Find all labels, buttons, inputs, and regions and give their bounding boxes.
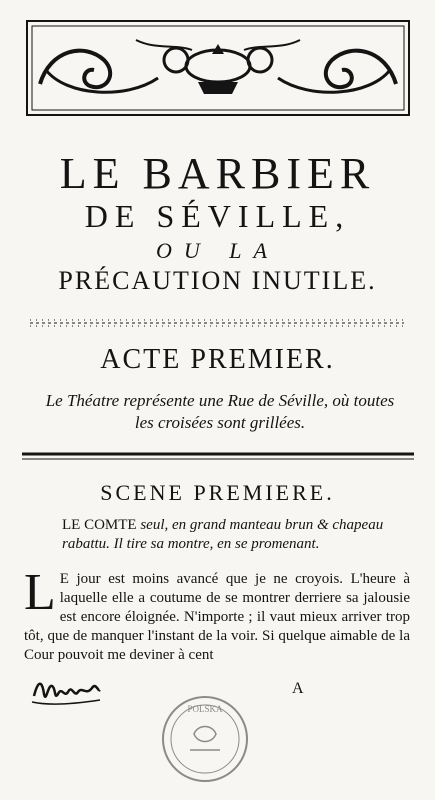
ornamental-separator	[30, 318, 404, 328]
title-line-2: DE SÉVILLE,	[84, 198, 351, 234]
svg-text:POLSKA: POLSKA	[187, 704, 223, 714]
drop-cap: L	[24, 564, 56, 621]
double-rule-divider	[22, 446, 414, 468]
handwritten-signature	[30, 670, 102, 710]
monologue	[24, 564, 410, 665]
character-direction: seul, en grand manteau brun & chapeau rabattu. Il tire sa montre, en se promenant.	[62, 517, 384, 552]
monologue-text: E jour est moins avancé que je ne croyois. L'heure à laquelle elle a coutume de se montrer derriere sa jalousie est encore éloignée. N'importe ; il vaut mieux arriver trop tôt, que de manquer l'instant de la voir. Si quelque aimable de la Cour pouvoit me deviner à cent	[24, 571, 410, 663]
scene-title: SCENE PREMIERE.	[100, 480, 335, 505]
title-line-4: PRÉCAUTION INUTILE.	[58, 266, 377, 295]
title-line-1: LE BARBIER	[59, 149, 376, 198]
library-stamp	[160, 694, 250, 784]
scene-direction	[62, 516, 404, 554]
ornamental-headpiece	[26, 20, 410, 116]
act-title: ACTE PREMIER.	[100, 344, 335, 375]
signature-mark: A	[292, 680, 304, 697]
stage-direction: Le Théatre représente une Rue de Séville, où toutes les croisées sont grillées.	[45, 391, 395, 432]
character-name: LE COMTE	[62, 517, 137, 533]
title-line-3: OU LA	[156, 238, 279, 263]
